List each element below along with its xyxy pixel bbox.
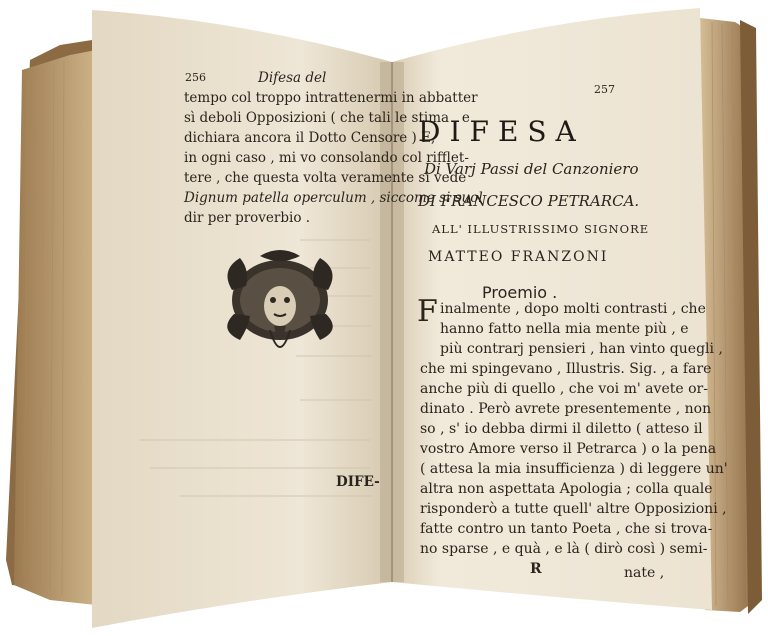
catchword-left: DIFE- bbox=[336, 474, 380, 490]
leaf-mask-ornament-icon bbox=[227, 250, 332, 347]
text-line: inalmente , dopo molti contrasti , che bbox=[440, 301, 706, 317]
page-number-left: 256 bbox=[185, 71, 206, 84]
text-line: tere , che questa volta veramente si vede bbox=[184, 170, 467, 186]
section-heading: Proemio . bbox=[482, 283, 558, 302]
drop-cap: F bbox=[417, 294, 438, 329]
text-line: ( attesa la mia insufficienza ) di leggere un' bbox=[420, 461, 728, 477]
page-title: DIFESA bbox=[418, 115, 585, 148]
text-line: dir per proverbio . bbox=[184, 210, 311, 226]
text-line: no sparse , e quà , e là ( dirò così ) semi- bbox=[420, 541, 708, 557]
text-line: più contrarj pensieri , han vinto quegli , bbox=[440, 341, 723, 357]
signature-mark: R bbox=[530, 561, 542, 577]
text-line: anche più di quello , che voi m' avete or- bbox=[420, 381, 708, 397]
text-line: Dignum patella operculum , siccome si suol bbox=[184, 190, 483, 206]
page-number-right: 257 bbox=[594, 83, 615, 96]
text-line: in ogni caso , mi vo consolando col rifflet- bbox=[184, 150, 469, 166]
text-line: vostro Amore verso il Petrarca ) o la pena bbox=[420, 441, 717, 457]
running-head: Difesa del bbox=[258, 70, 327, 86]
dedication-line: ALL' ILLUSTRISSIMO SIGNORE bbox=[432, 222, 650, 236]
author-line: DI FRANCESCO PETRARCA. bbox=[418, 192, 640, 210]
text-line: sì deboli Opposizioni ( che tali le stima , e bbox=[184, 110, 470, 126]
text-line: dichiara ancora il Dotto Censore ) E, bbox=[184, 130, 436, 146]
text-line: so , s' io debba dirmi il diletto ( atteso il bbox=[420, 421, 703, 437]
text-line: dinato . Però avrete presentemente , non bbox=[420, 401, 712, 417]
text-line: tempo col troppo intrattenermi in abbatter bbox=[184, 90, 478, 106]
text-line: che mi spingevano , Illustris. Sig. , a fare bbox=[420, 361, 712, 377]
text-line: risponderò a tutte quell' altre Opposizioni , bbox=[420, 501, 727, 517]
catchword-right: nate , bbox=[624, 565, 665, 581]
subtitle: Di Varj Passi del Canzoniero bbox=[424, 160, 639, 178]
dedicatee-name: MATTEO FRANZONI bbox=[428, 249, 609, 265]
text-line: altra non aspettata Apologia ; colla quale bbox=[420, 481, 713, 497]
text-line: fatte contro un tanto Poeta , che si trova- bbox=[420, 521, 713, 537]
text-line: hanno fatto nella mia mente più , e bbox=[440, 321, 689, 337]
